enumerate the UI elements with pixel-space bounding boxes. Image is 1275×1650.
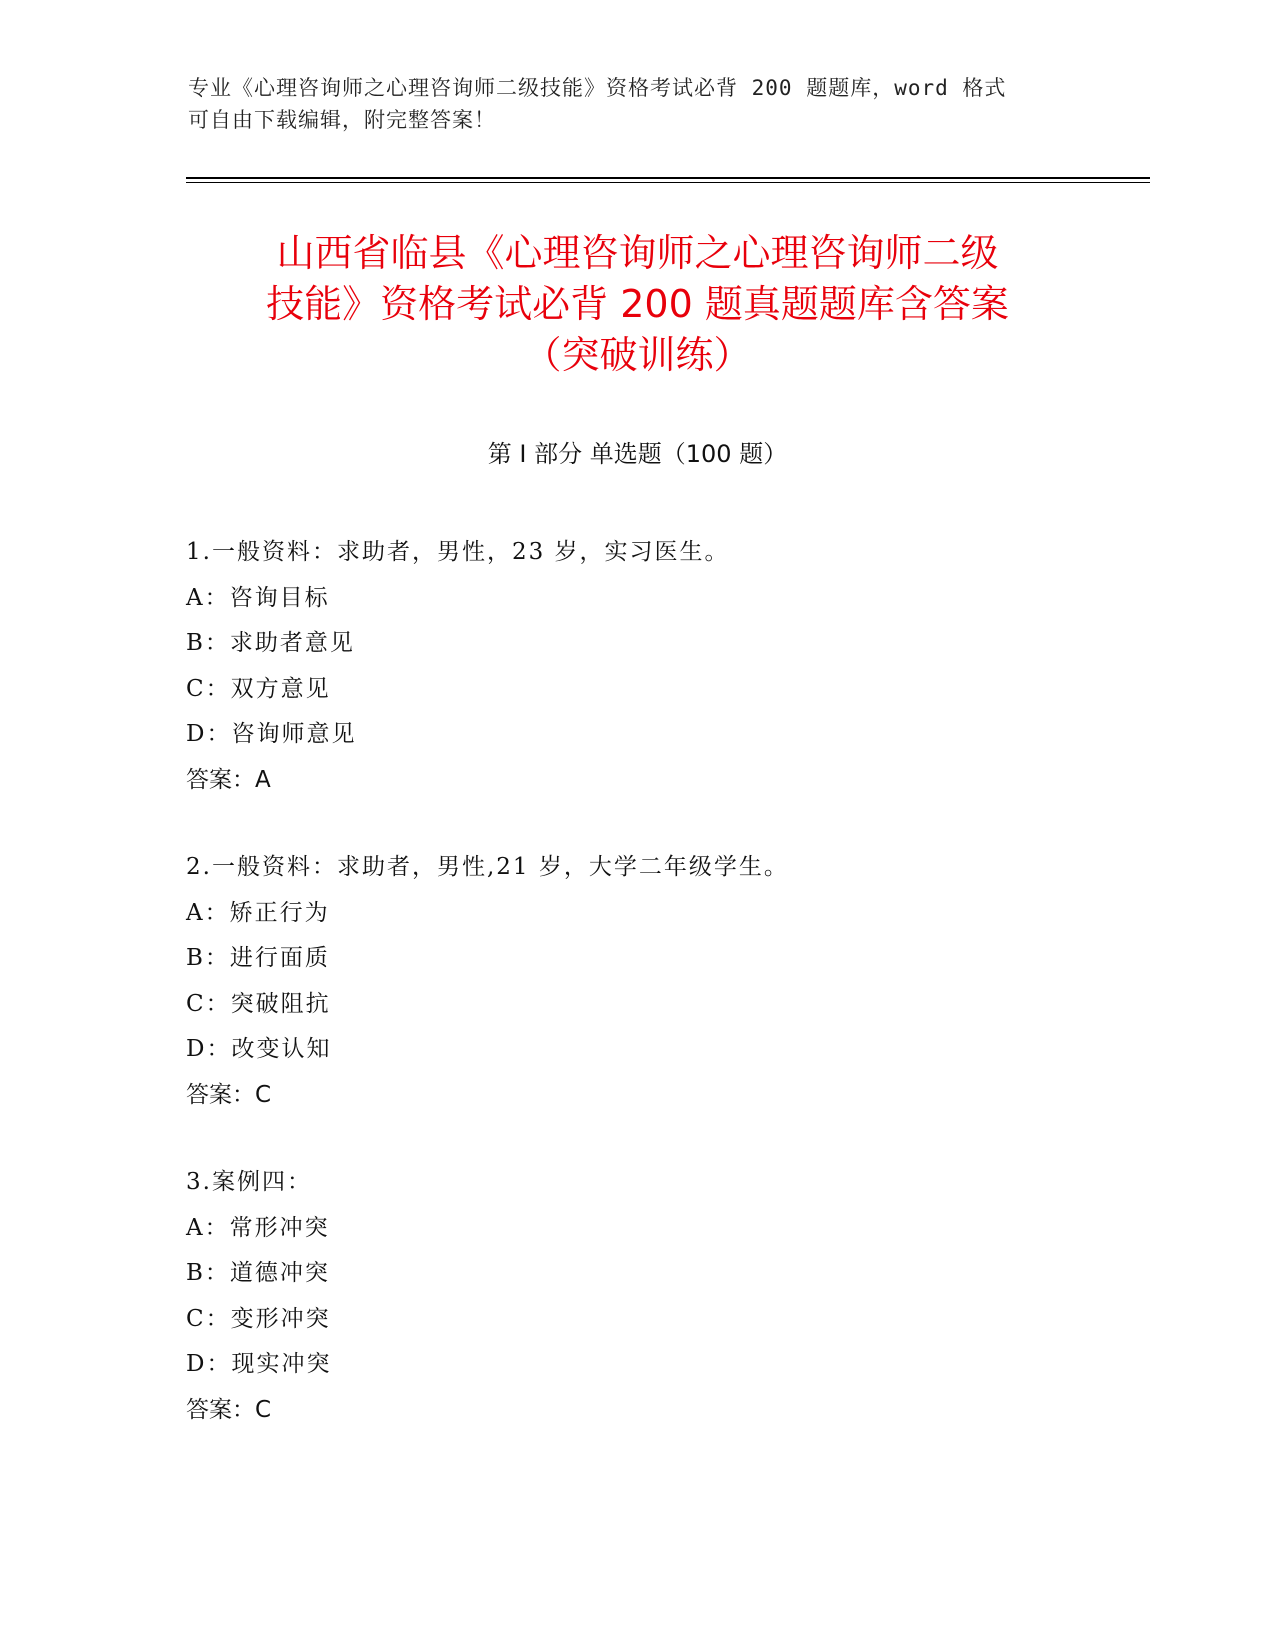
- option-c: C：突破阻抗: [186, 990, 331, 1017]
- title-line-2: 技能》资格考试必背 200 题真题题库含答案: [266, 282, 1009, 326]
- document-title: [150, 228, 1125, 381]
- title-line-3: （突破训练）: [523, 333, 752, 377]
- title-line-1: 山西省临县《心理咨询师之心理咨询师二级: [276, 231, 999, 275]
- header-note-line-2: 可自由下载编辑，附完整答案！: [188, 108, 496, 132]
- option-b: B：进行面质: [186, 945, 330, 971]
- question-stem: 3.案例四：: [186, 1169, 312, 1195]
- question-stem: 1.一般资料：求助者，男性，23 岁，实习医生。: [186, 539, 730, 565]
- option-d: D：改变认知: [186, 1036, 332, 1062]
- option-a: A：常形冲突: [186, 1214, 330, 1241]
- option-b: B：道德冲突: [186, 1260, 330, 1286]
- answer-line: 答案：C: [186, 1396, 272, 1423]
- option-c: C：双方意见: [186, 675, 331, 702]
- document-header-note: [188, 72, 1088, 136]
- question-2: [186, 845, 1126, 1118]
- option-b: B：求助者意见: [186, 630, 355, 656]
- answer-line: 答案：A: [186, 766, 271, 793]
- option-a: A：矫正行为: [186, 899, 330, 926]
- header-note-line-1: 专业《心理咨询师之心理咨询师二级技能》资格考试必背 200 题题库，word 格式: [188, 76, 1007, 100]
- question-1: [186, 530, 1126, 803]
- question-3: [186, 1160, 1126, 1433]
- option-a: A：咨询目标: [186, 584, 330, 611]
- option-c: C：变形冲突: [186, 1305, 331, 1332]
- header-divider-thick: [186, 177, 1150, 179]
- option-d: D：咨询师意见: [186, 721, 357, 747]
- answer-line: 答案：C: [186, 1081, 272, 1108]
- header-divider-thin: [186, 182, 1150, 183]
- option-d: D：现实冲突: [186, 1351, 332, 1377]
- question-list: [186, 530, 1126, 1475]
- question-stem: 2.一般资料：求助者，男性,21 岁，大学二年级学生。: [186, 854, 789, 880]
- section-heading: 第 I 部分 单选题（100 题）: [487, 440, 788, 468]
